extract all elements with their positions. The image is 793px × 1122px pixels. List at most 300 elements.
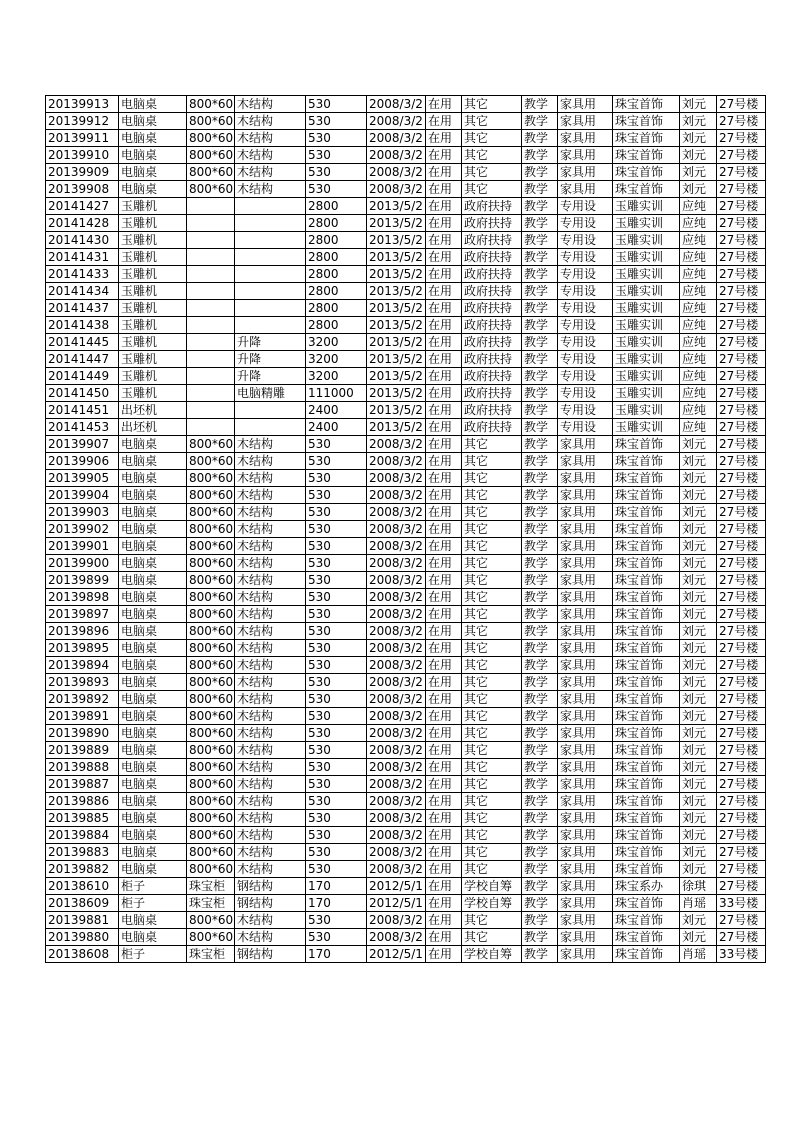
cell-spec: 800*60 (187, 759, 235, 776)
cell-spec (187, 317, 235, 334)
cell-status: 在用 (426, 572, 462, 589)
cell-custodian: 应纯 (680, 300, 717, 317)
cell-usage: 教学 (522, 827, 558, 844)
cell-category: 家具用 (558, 504, 613, 521)
cell-location: 27号楼 (717, 147, 766, 164)
cell-asset-name: 电脑桌 (119, 147, 187, 164)
cell-funding-source: 其它 (462, 691, 522, 708)
cell-category: 专用设 (558, 317, 613, 334)
cell-department: 珠宝首饰 (613, 623, 680, 640)
cell-spec: 800*60 (187, 606, 235, 623)
cell-location: 27号楼 (717, 113, 766, 130)
cell-custodian: 刘元 (680, 623, 717, 640)
cell-funding-source: 其它 (462, 164, 522, 181)
cell-custodian: 刘元 (680, 759, 717, 776)
cell-spec (187, 385, 235, 402)
cell-location: 27号楼 (717, 606, 766, 623)
cell-usage: 教学 (522, 402, 558, 419)
cell-custodian: 刘元 (680, 674, 717, 691)
cell-acquired-date: 2013/5/2 (367, 198, 426, 215)
cell-asset-name: 电脑桌 (119, 929, 187, 946)
table-row (46, 113, 766, 130)
table-row (46, 419, 766, 436)
cell-location: 27号楼 (717, 300, 766, 317)
cell-usage: 教学 (522, 759, 558, 776)
cell-usage: 教学 (522, 606, 558, 623)
cell-custodian: 应纯 (680, 317, 717, 334)
cell-location: 27号楼 (717, 215, 766, 232)
cell-spec: 800*60 (187, 487, 235, 504)
cell-category: 专用设 (558, 232, 613, 249)
cell-model: 木结构 (235, 589, 306, 606)
cell-spec: 800*60 (187, 436, 235, 453)
cell-asset-name: 电脑桌 (119, 691, 187, 708)
cell-model: 木结构 (235, 759, 306, 776)
cell-funding-source: 政府扶持 (462, 351, 522, 368)
cell-status: 在用 (426, 113, 462, 130)
cell-model: 木结构 (235, 487, 306, 504)
table-row (46, 215, 766, 232)
cell-usage: 教学 (522, 198, 558, 215)
cell-asset-id: 20139890 (46, 725, 119, 742)
cell-asset-id: 20139888 (46, 759, 119, 776)
cell-usage: 教学 (522, 453, 558, 470)
cell-category: 家具用 (558, 640, 613, 657)
cell-custodian: 应纯 (680, 385, 717, 402)
cell-asset-name: 玉雕机 (119, 317, 187, 334)
cell-category: 家具用 (558, 572, 613, 589)
cell-funding-source: 其它 (462, 436, 522, 453)
cell-asset-name: 电脑桌 (119, 793, 187, 810)
cell-funding-source: 政府扶持 (462, 402, 522, 419)
table-row (46, 538, 766, 555)
cell-asset-id: 20139911 (46, 130, 119, 147)
cell-custodian: 应纯 (680, 215, 717, 232)
cell-department: 珠宝首饰 (613, 147, 680, 164)
cell-price: 530 (306, 640, 367, 657)
cell-model (235, 198, 306, 215)
cell-status: 在用 (426, 776, 462, 793)
cell-department: 珠宝首饰 (613, 589, 680, 606)
cell-location: 27号楼 (717, 334, 766, 351)
cell-status: 在用 (426, 215, 462, 232)
cell-category: 家具用 (558, 776, 613, 793)
table-row (46, 266, 766, 283)
cell-department: 珠宝首饰 (613, 572, 680, 589)
cell-funding-source: 政府扶持 (462, 249, 522, 266)
table-row (46, 827, 766, 844)
cell-category: 家具用 (558, 487, 613, 504)
cell-usage: 教学 (522, 368, 558, 385)
cell-department: 珠宝首饰 (613, 810, 680, 827)
cell-asset-name: 玉雕机 (119, 266, 187, 283)
cell-custodian: 刘元 (680, 725, 717, 742)
cell-acquired-date: 2008/3/2 (367, 844, 426, 861)
cell-model: 木结构 (235, 521, 306, 538)
cell-funding-source: 其它 (462, 776, 522, 793)
cell-acquired-date: 2008/3/2 (367, 572, 426, 589)
cell-location: 27号楼 (717, 317, 766, 334)
cell-acquired-date: 2013/5/2 (367, 334, 426, 351)
cell-funding-source: 其它 (462, 453, 522, 470)
cell-acquired-date: 2008/3/2 (367, 147, 426, 164)
cell-asset-id: 20139893 (46, 674, 119, 691)
table-row (46, 300, 766, 317)
cell-category: 家具用 (558, 623, 613, 640)
cell-usage: 教学 (522, 249, 558, 266)
table-row (46, 555, 766, 572)
cell-price: 530 (306, 147, 367, 164)
cell-funding-source: 政府扶持 (462, 419, 522, 436)
cell-spec: 珠宝柜 (187, 946, 235, 963)
cell-category: 家具用 (558, 470, 613, 487)
cell-category: 家具用 (558, 147, 613, 164)
cell-funding-source: 其它 (462, 708, 522, 725)
cell-acquired-date: 2008/3/2 (367, 436, 426, 453)
cell-price: 530 (306, 130, 367, 147)
cell-location: 27号楼 (717, 555, 766, 572)
cell-acquired-date: 2008/3/2 (367, 589, 426, 606)
cell-custodian: 刘元 (680, 164, 717, 181)
cell-model: 木结构 (235, 555, 306, 572)
cell-status: 在用 (426, 419, 462, 436)
cell-usage: 教学 (522, 657, 558, 674)
cell-category: 家具用 (558, 759, 613, 776)
asset-table (45, 95, 766, 963)
cell-funding-source: 政府扶持 (462, 317, 522, 334)
cell-model: 木结构 (235, 674, 306, 691)
cell-price: 530 (306, 759, 367, 776)
cell-usage: 教学 (522, 334, 558, 351)
cell-spec (187, 232, 235, 249)
table-row (46, 96, 766, 113)
cell-location: 27号楼 (717, 487, 766, 504)
cell-model (235, 300, 306, 317)
cell-price: 2800 (306, 283, 367, 300)
cell-usage: 教学 (522, 504, 558, 521)
cell-category: 专用设 (558, 419, 613, 436)
cell-model: 木结构 (235, 504, 306, 521)
cell-location: 33号楼 (717, 946, 766, 963)
cell-model (235, 317, 306, 334)
cell-model: 木结构 (235, 844, 306, 861)
cell-usage: 教学 (522, 674, 558, 691)
cell-model (235, 249, 306, 266)
cell-usage: 教学 (522, 232, 558, 249)
cell-asset-id: 20139895 (46, 640, 119, 657)
cell-location: 27号楼 (717, 130, 766, 147)
cell-asset-name: 电脑桌 (119, 453, 187, 470)
cell-model: 钢结构 (235, 895, 306, 912)
cell-department: 玉雕实训 (613, 232, 680, 249)
cell-funding-source: 其它 (462, 147, 522, 164)
cell-category: 家具用 (558, 742, 613, 759)
table-row (46, 895, 766, 912)
cell-location: 27号楼 (717, 402, 766, 419)
table-row (46, 402, 766, 419)
cell-location: 27号楼 (717, 793, 766, 810)
cell-asset-id: 20139902 (46, 521, 119, 538)
cell-department: 玉雕实训 (613, 351, 680, 368)
cell-asset-id: 20138608 (46, 946, 119, 963)
cell-asset-id: 20139896 (46, 623, 119, 640)
cell-asset-id: 20141434 (46, 283, 119, 300)
cell-asset-id: 20139900 (46, 555, 119, 572)
cell-funding-source: 其它 (462, 606, 522, 623)
cell-department: 珠宝首饰 (613, 521, 680, 538)
cell-custodian: 刘元 (680, 538, 717, 555)
cell-funding-source: 政府扶持 (462, 385, 522, 402)
cell-funding-source: 学校自筹 (462, 895, 522, 912)
cell-funding-source: 学校自筹 (462, 878, 522, 895)
cell-asset-id: 20139889 (46, 742, 119, 759)
cell-location: 27号楼 (717, 470, 766, 487)
cell-status: 在用 (426, 266, 462, 283)
cell-category: 家具用 (558, 674, 613, 691)
cell-price: 530 (306, 912, 367, 929)
cell-funding-source: 政府扶持 (462, 266, 522, 283)
cell-custodian: 刘元 (680, 708, 717, 725)
cell-asset-name: 玉雕机 (119, 351, 187, 368)
cell-status: 在用 (426, 402, 462, 419)
cell-asset-name: 电脑桌 (119, 504, 187, 521)
table-row (46, 776, 766, 793)
cell-spec: 800*60 (187, 912, 235, 929)
table-row (46, 810, 766, 827)
cell-status: 在用 (426, 725, 462, 742)
cell-usage: 教学 (522, 317, 558, 334)
cell-asset-name: 玉雕机 (119, 300, 187, 317)
table-row (46, 946, 766, 963)
cell-spec (187, 334, 235, 351)
cell-asset-id: 20139904 (46, 487, 119, 504)
cell-spec: 800*60 (187, 674, 235, 691)
table-row (46, 657, 766, 674)
cell-acquired-date: 2008/3/2 (367, 453, 426, 470)
cell-spec (187, 198, 235, 215)
cell-model (235, 283, 306, 300)
cell-price: 170 (306, 946, 367, 963)
cell-acquired-date: 2008/3/2 (367, 623, 426, 640)
table-row (46, 929, 766, 946)
cell-funding-source: 政府扶持 (462, 232, 522, 249)
cell-custodian: 应纯 (680, 351, 717, 368)
table-row (46, 368, 766, 385)
cell-spec: 800*60 (187, 572, 235, 589)
cell-price: 530 (306, 776, 367, 793)
cell-location: 27号楼 (717, 929, 766, 946)
cell-department: 珠宝首饰 (613, 929, 680, 946)
table-row (46, 623, 766, 640)
cell-department: 珠宝首饰 (613, 640, 680, 657)
table-row (46, 436, 766, 453)
cell-location: 27号楼 (717, 572, 766, 589)
cell-usage: 教学 (522, 555, 558, 572)
cell-asset-id: 20139891 (46, 708, 119, 725)
cell-spec: 800*60 (187, 453, 235, 470)
cell-funding-source: 其它 (462, 572, 522, 589)
cell-spec: 800*60 (187, 147, 235, 164)
cell-department: 玉雕实训 (613, 283, 680, 300)
cell-department: 珠宝首饰 (613, 538, 680, 555)
cell-funding-source: 其它 (462, 538, 522, 555)
cell-asset-name: 电脑桌 (119, 912, 187, 929)
cell-location: 27号楼 (717, 708, 766, 725)
table-row (46, 385, 766, 402)
cell-price: 530 (306, 487, 367, 504)
cell-asset-id: 20139912 (46, 113, 119, 130)
cell-category: 家具用 (558, 164, 613, 181)
cell-spec: 800*60 (187, 708, 235, 725)
cell-asset-name: 出坯机 (119, 402, 187, 419)
cell-category: 家具用 (558, 589, 613, 606)
cell-category: 家具用 (558, 844, 613, 861)
cell-acquired-date: 2013/5/2 (367, 368, 426, 385)
cell-custodian: 刘元 (680, 504, 717, 521)
cell-spec: 800*60 (187, 504, 235, 521)
cell-status: 在用 (426, 436, 462, 453)
cell-price: 530 (306, 657, 367, 674)
cell-asset-name: 电脑桌 (119, 657, 187, 674)
cell-price: 530 (306, 674, 367, 691)
cell-status: 在用 (426, 946, 462, 963)
cell-spec (187, 249, 235, 266)
table-row (46, 232, 766, 249)
cell-funding-source: 其它 (462, 912, 522, 929)
cell-acquired-date: 2008/3/2 (367, 487, 426, 504)
table-row (46, 130, 766, 147)
cell-spec: 800*60 (187, 181, 235, 198)
cell-price: 530 (306, 929, 367, 946)
cell-department: 珠宝首饰 (613, 895, 680, 912)
cell-category: 家具用 (558, 521, 613, 538)
cell-acquired-date: 2008/3/2 (367, 776, 426, 793)
cell-custodian: 刘元 (680, 589, 717, 606)
cell-department: 珠宝首饰 (613, 96, 680, 113)
cell-location: 27号楼 (717, 521, 766, 538)
cell-acquired-date: 2008/3/2 (367, 96, 426, 113)
cell-model: 木结构 (235, 572, 306, 589)
cell-acquired-date: 2008/3/2 (367, 929, 426, 946)
cell-asset-name: 电脑桌 (119, 861, 187, 878)
cell-spec: 800*60 (187, 589, 235, 606)
cell-spec (187, 402, 235, 419)
cell-usage: 教学 (522, 946, 558, 963)
cell-asset-name: 电脑桌 (119, 96, 187, 113)
cell-model (235, 419, 306, 436)
cell-department: 珠宝首饰 (613, 742, 680, 759)
cell-model: 电脑精雕 (235, 385, 306, 402)
cell-spec: 珠宝柜 (187, 878, 235, 895)
cell-funding-source: 其它 (462, 742, 522, 759)
cell-spec: 800*60 (187, 844, 235, 861)
cell-spec: 800*60 (187, 742, 235, 759)
cell-spec (187, 283, 235, 300)
cell-acquired-date: 2013/5/2 (367, 317, 426, 334)
cell-status: 在用 (426, 385, 462, 402)
cell-custodian: 刘元 (680, 776, 717, 793)
cell-status: 在用 (426, 487, 462, 504)
cell-funding-source: 其它 (462, 861, 522, 878)
cell-category: 专用设 (558, 368, 613, 385)
cell-custodian: 刘元 (680, 470, 717, 487)
cell-acquired-date: 2008/3/2 (367, 113, 426, 130)
cell-custodian: 刘元 (680, 640, 717, 657)
cell-custodian: 刘元 (680, 453, 717, 470)
cell-acquired-date: 2008/3/2 (367, 640, 426, 657)
cell-asset-id: 20141449 (46, 368, 119, 385)
cell-category: 家具用 (558, 725, 613, 742)
cell-location: 27号楼 (717, 249, 766, 266)
table-row (46, 181, 766, 198)
cell-funding-source: 其它 (462, 181, 522, 198)
cell-usage: 教学 (522, 351, 558, 368)
cell-status: 在用 (426, 742, 462, 759)
cell-status: 在用 (426, 470, 462, 487)
cell-usage: 教学 (522, 725, 558, 742)
cell-asset-id: 20139905 (46, 470, 119, 487)
table-row (46, 334, 766, 351)
cell-location: 27号楼 (717, 844, 766, 861)
cell-usage: 教学 (522, 640, 558, 657)
table-row (46, 691, 766, 708)
cell-location: 27号楼 (717, 181, 766, 198)
cell-price: 530 (306, 96, 367, 113)
cell-acquired-date: 2013/5/2 (367, 419, 426, 436)
cell-funding-source: 政府扶持 (462, 198, 522, 215)
cell-acquired-date: 2008/3/2 (367, 742, 426, 759)
cell-funding-source: 其它 (462, 929, 522, 946)
cell-location: 27号楼 (717, 725, 766, 742)
cell-price: 530 (306, 538, 367, 555)
cell-model: 升降 (235, 368, 306, 385)
cell-usage: 教学 (522, 589, 558, 606)
cell-location: 27号楼 (717, 640, 766, 657)
cell-price: 530 (306, 827, 367, 844)
cell-category: 专用设 (558, 300, 613, 317)
cell-spec: 800*60 (187, 725, 235, 742)
cell-usage: 教学 (522, 436, 558, 453)
cell-asset-id: 20141431 (46, 249, 119, 266)
cell-acquired-date: 2013/5/2 (367, 402, 426, 419)
cell-department: 珠宝首饰 (613, 130, 680, 147)
cell-funding-source: 其它 (462, 521, 522, 538)
cell-department: 玉雕实训 (613, 215, 680, 232)
cell-status: 在用 (426, 504, 462, 521)
cell-spec (187, 368, 235, 385)
table-row (46, 861, 766, 878)
cell-location: 27号楼 (717, 453, 766, 470)
cell-asset-id: 20139907 (46, 436, 119, 453)
cell-model: 木结构 (235, 810, 306, 827)
cell-asset-name: 电脑桌 (119, 538, 187, 555)
cell-acquired-date: 2008/3/2 (367, 504, 426, 521)
cell-status: 在用 (426, 300, 462, 317)
cell-funding-source: 其它 (462, 844, 522, 861)
cell-model: 木结构 (235, 130, 306, 147)
cell-custodian: 刘元 (680, 912, 717, 929)
cell-price: 2400 (306, 419, 367, 436)
table-row (46, 283, 766, 300)
cell-category: 专用设 (558, 249, 613, 266)
cell-price: 2800 (306, 232, 367, 249)
cell-status: 在用 (426, 878, 462, 895)
cell-model: 木结构 (235, 708, 306, 725)
cell-asset-name: 电脑桌 (119, 742, 187, 759)
cell-asset-id: 20141450 (46, 385, 119, 402)
table-row (46, 640, 766, 657)
cell-department: 玉雕实训 (613, 317, 680, 334)
